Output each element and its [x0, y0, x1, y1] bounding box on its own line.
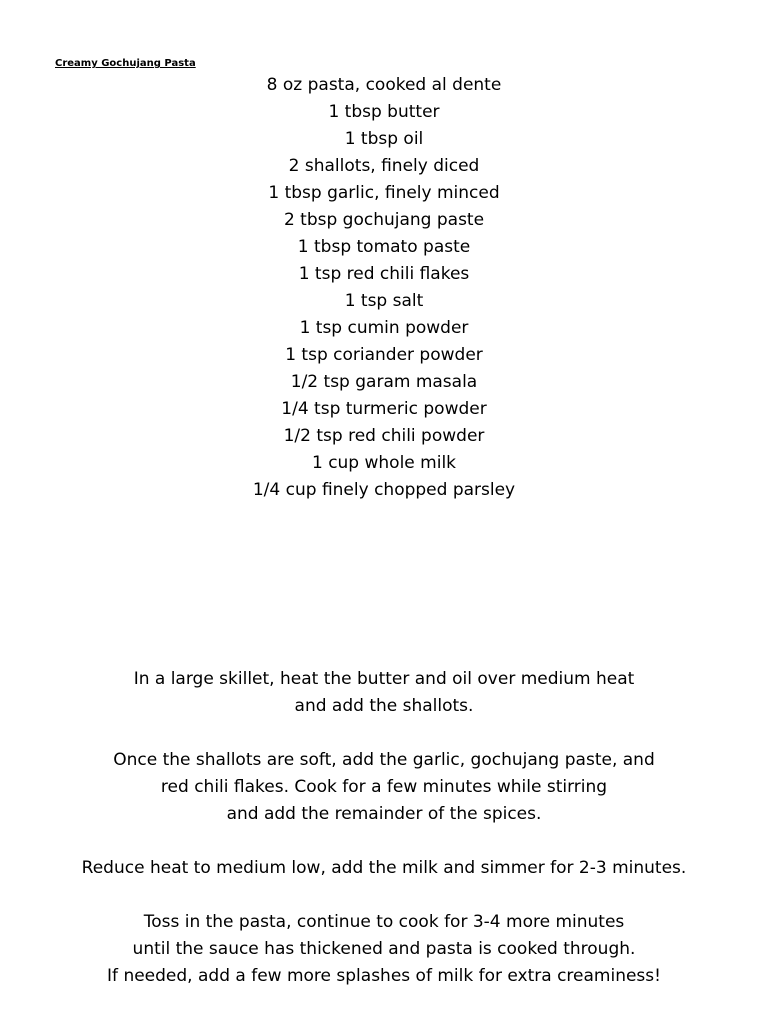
ingredient-item: 1/2 tsp red chili powder: [283, 426, 485, 446]
instruction-step: [0, 747, 768, 828]
ingredient-item: 1 tsp red chili flakes: [298, 264, 470, 284]
ingredient-item: 1 tbsp oil: [344, 129, 424, 149]
instruction-line: If needed, add a few more splashes of milk for extra creaminess!: [107, 966, 661, 986]
instruction-line: Reduce heat to medium low, add the milk and simmer for 2-3 minutes.: [81, 858, 687, 878]
instruction-line: Once the shallots are soft, add the garlic, gochujang paste, and: [113, 750, 655, 770]
ingredient-item: 1/2 tsp garam masala: [290, 372, 478, 392]
recipe-title: Creamy Gochujang Pasta: [55, 58, 196, 69]
ingredient-item: 1 tbsp butter: [328, 102, 440, 122]
ingredient-item: 1 tsp salt: [344, 291, 424, 311]
ingredient-item: 1 cup whole milk: [311, 453, 457, 473]
instruction-line: and add the remainder of the spices.: [226, 804, 542, 824]
instruction-step: [0, 909, 768, 990]
instruction-line: until the sauce has thickened and pasta is cooked through.: [132, 939, 636, 959]
instruction-step: [0, 855, 768, 882]
ingredient-item: 2 shallots, finely diced: [288, 156, 480, 176]
instruction-line: red chili flakes. Cook for a few minutes while stirring: [160, 777, 608, 797]
instructions-section: [0, 666, 768, 1017]
ingredient-item: 1 tsp coriander powder: [285, 345, 483, 365]
ingredient-item: 1 tbsp tomato paste: [297, 237, 471, 257]
ingredient-item: 2 tbsp gochujang paste: [283, 210, 485, 230]
instruction-line: Toss in the pasta, continue to cook for 3-4 more minutes: [143, 912, 625, 932]
ingredients-list: [0, 72, 768, 504]
ingredient-item: 8 oz pasta, cooked al dente: [266, 75, 502, 95]
ingredient-item: 1/4 cup finely chopped parsley: [252, 480, 516, 500]
ingredient-item: 1 tbsp garlic, finely minced: [268, 183, 500, 203]
ingredient-item: 1 tsp cumin powder: [299, 318, 469, 338]
instruction-line: In a large skillet, heat the butter and oil over medium heat: [133, 669, 635, 689]
instruction-step: [0, 666, 768, 720]
instruction-line: and add the shallots.: [294, 696, 474, 716]
ingredient-item: 1/4 tsp turmeric powder: [281, 399, 487, 419]
